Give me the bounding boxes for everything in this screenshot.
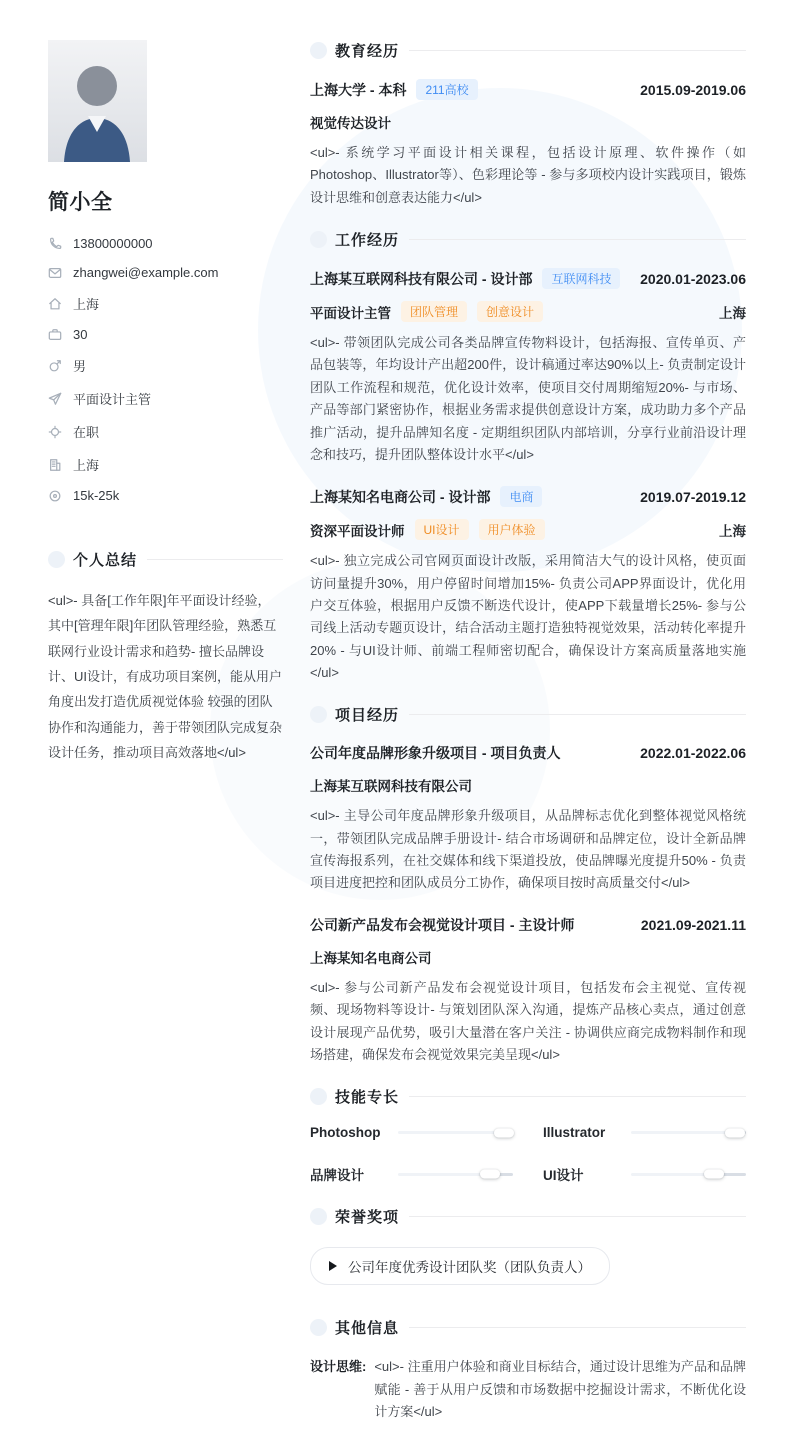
project-date: 2022.01-2022.06 xyxy=(640,745,746,762)
education-title: 教育经历 xyxy=(335,43,400,60)
work-section xyxy=(310,229,746,684)
skill-tag: 创意设计 xyxy=(477,301,543,322)
skill-tag: 用户体验 xyxy=(479,519,545,540)
contact-status-text: 在职 xyxy=(73,425,100,440)
section-divider-line xyxy=(409,1327,746,1328)
paper-plane-icon xyxy=(48,392,62,406)
education-description: <ul>- 系统学习平面设计相关课程，包括设计原理、软件操作（如Photoshop、Illustrator等）、色彩理论等 - 参与多项校内设计实践项目，锻炼设计思维和创意表达能力</ul> xyxy=(310,145,746,205)
work-date: 2019.07-2019.12 xyxy=(640,488,746,505)
honors-section xyxy=(310,1206,746,1309)
contact-list xyxy=(48,236,283,503)
contact-phone xyxy=(48,236,283,251)
slider-knob[interactable] xyxy=(725,1128,745,1137)
project-entry xyxy=(310,743,746,894)
contact-position xyxy=(48,389,283,408)
job-role: 资深平面设计师 xyxy=(310,523,405,539)
projects-section xyxy=(310,704,746,1066)
skill-level-slider[interactable] xyxy=(631,1173,746,1176)
section-dot-decoration xyxy=(48,551,65,568)
skills-title: 技能专长 xyxy=(335,1089,400,1107)
section-dot-decoration xyxy=(310,42,327,59)
skill-tag: 团队管理 xyxy=(401,301,467,322)
project-date: 2021.09-2021.11 xyxy=(640,916,746,933)
contact-company-city xyxy=(48,455,283,474)
major-name: 视觉传达设计 xyxy=(310,116,391,131)
project-name: 公司新产品发布会视觉设计项目 - 主设计师 xyxy=(310,916,575,933)
honors-header xyxy=(310,1206,746,1227)
work-entry xyxy=(310,486,746,684)
education-header xyxy=(310,40,746,61)
project-company: 上海某知名电商公司 xyxy=(310,950,432,966)
work-entry xyxy=(310,268,746,466)
skill-tag: UI设计 xyxy=(415,519,469,540)
award-text: 公司年度优秀设计团队奖（团队负责人） xyxy=(348,1260,591,1276)
summary-text: <ul>- 具备[工作年限]年平面设计经验，其中[管理年限]年团队管理经验，熟悉互联网行业设计需求和趋势- 擅长品牌设计、UI设计，有成功项目案例，能从用户角度出发打造优质视觉体验 较强的团队协作和沟通能力，善于带领团队完成复杂设计任务，推动项目高效落地</ul> xyxy=(48,593,283,761)
skill-item xyxy=(310,1125,513,1140)
other-info-title: 其他信息 xyxy=(335,1320,400,1338)
portrait-placeholder-image xyxy=(48,40,147,162)
phone-icon xyxy=(48,237,62,251)
email-icon xyxy=(48,266,62,280)
resume-main xyxy=(310,40,746,1431)
company-name: 上海某互联网科技有限公司 - 设计部 xyxy=(310,270,533,287)
briefcase-icon xyxy=(48,328,62,342)
target-icon xyxy=(48,489,62,503)
contact-company-city-text: 上海 xyxy=(73,458,100,473)
slider-knob[interactable] xyxy=(704,1170,724,1179)
project-description: <ul>- 主导公司年度品牌形象升级项目，从品牌标志优化到整体视觉风格统一，带领团队完成品牌手册设计- 结合市场调研和品牌定位，设计全新品牌宣传海报系列，在社交媒体和线下渠道投放，使品牌曝光度提升50% - 负责项目进度把控和团队成员分工协作，确保项目按时高质量交付</ul> xyxy=(310,808,746,891)
section-dot-decoration xyxy=(310,706,327,723)
contact-age xyxy=(48,327,283,342)
section-divider-line xyxy=(409,50,746,51)
contact-gender-text: 男 xyxy=(73,359,87,374)
contact-phone-text: 13800000000 xyxy=(73,236,153,251)
home-icon xyxy=(48,297,62,311)
projects-title: 项目经历 xyxy=(335,707,400,725)
contact-salary xyxy=(48,488,283,503)
skills-grid xyxy=(310,1125,746,1184)
skill-name: 品牌设计 xyxy=(310,1168,364,1184)
work-title: 工作经历 xyxy=(335,232,400,250)
section-dot-decoration xyxy=(310,1208,327,1225)
education-section xyxy=(310,40,746,209)
industry-badge: 互联网科技 xyxy=(542,268,620,289)
section-dot-decoration xyxy=(310,1088,327,1105)
skill-name: Photoshop xyxy=(310,1125,381,1141)
contact-home-city-text: 上海 xyxy=(73,297,100,312)
skills-section xyxy=(310,1086,746,1184)
project-entry xyxy=(310,915,746,1066)
play-triangle-icon xyxy=(329,1261,337,1271)
work-description: <ul>- 带领团队完成公司各类品牌宣传物料设计，包括海报、宣传单页、产品包装等，年均设计产出超200件，设计稿通过率达90%以上- 负责制定设计团队工作流程和规范，优化设计效率，使项目交付周期缩短20%- 与市场、产品等部门紧密协作，根据业务需求提供创意设计方案，成功助力多个产品推广活动，提升品牌知名度 - 定期组织团队内部培训，分享行业前沿设计理念和技巧，提升团队整体设计水平</ul> xyxy=(310,335,746,462)
section-divider-line xyxy=(409,1096,746,1097)
skill-item xyxy=(543,1125,746,1140)
work-location: 上海 xyxy=(719,305,746,321)
slider-knob[interactable] xyxy=(480,1170,500,1179)
project-description: <ul>- 参与公司新产品发布会视觉设计项目，包括发布会主视觉、宣传视频、现场物料等设计- 与策划团队深入沟通，提炼产品核心卖点，通过创意设计展现产品优势，吸引大量潜在客户关注 - 协调供应商完成物料制作和现场搭建，确保发布会视觉效果完美呈现</ul> xyxy=(310,979,746,1062)
status-icon xyxy=(48,425,62,439)
work-location: 上海 xyxy=(719,523,746,539)
education-entry xyxy=(310,79,746,209)
section-divider-line xyxy=(147,559,283,560)
work-header xyxy=(310,229,746,250)
section-divider-line xyxy=(409,714,746,715)
contact-email xyxy=(48,265,283,280)
other-info-section xyxy=(310,1317,746,1423)
contact-salary-text: 15k-25k xyxy=(73,488,120,503)
contact-position-text: 平面设计主管 xyxy=(73,392,152,407)
skill-name: Illustrator xyxy=(543,1125,606,1141)
profile-photo xyxy=(48,40,147,162)
skill-level-slider[interactable] xyxy=(398,1173,513,1176)
education-date: 2015.09-2019.06 xyxy=(640,81,746,98)
contact-age-text: 30 xyxy=(73,327,88,342)
contact-home-city xyxy=(48,294,283,313)
skill-item xyxy=(543,1164,746,1184)
contact-email-text: zhangwei@example.com xyxy=(73,265,219,280)
project-company: 上海某互联网科技有限公司 xyxy=(310,779,472,795)
slider-knob[interactable] xyxy=(494,1128,514,1137)
other-info-row xyxy=(310,1356,746,1423)
honors-title: 荣誉奖项 xyxy=(335,1209,400,1227)
summary-section xyxy=(48,549,283,765)
job-role: 平面设计主管 xyxy=(310,305,391,321)
project-name: 公司年度品牌形象升级项目 - 项目负责人 xyxy=(310,745,561,762)
summary-title: 个人总结 xyxy=(73,552,138,569)
school-badge: 211高校 xyxy=(416,79,477,100)
award-item[interactable] xyxy=(310,1247,610,1285)
section-divider-line xyxy=(409,239,746,240)
projects-header xyxy=(310,704,746,725)
skills-header xyxy=(310,1086,746,1107)
section-divider-line xyxy=(409,1216,746,1217)
skill-level-slider[interactable] xyxy=(631,1131,746,1134)
skill-level-slider[interactable] xyxy=(398,1131,513,1134)
skill-item xyxy=(310,1164,513,1184)
profile-sidebar xyxy=(48,40,283,765)
other-info-label: 设计思维: xyxy=(310,1359,367,1375)
skill-name: UI设计 xyxy=(543,1168,584,1184)
school-name: 上海大学 - 本科 xyxy=(310,81,407,98)
contact-status xyxy=(48,422,283,441)
section-dot-decoration xyxy=(310,231,327,248)
company-name: 上海某知名电商公司 - 设计部 xyxy=(310,488,491,505)
building-icon xyxy=(48,458,62,472)
other-info-text: <ul>- 注重用户体验和商业目标结合，通过设计思维为产品和品牌赋能 - 善于从用户反馈和市场数据中挖掘设计需求，不断优化设计方案</ul> xyxy=(374,1359,746,1419)
other-info-header xyxy=(310,1317,746,1338)
summary-header xyxy=(48,549,283,570)
section-dot-decoration xyxy=(310,1319,327,1336)
gender-icon xyxy=(48,359,62,373)
work-description: <ul>- 独立完成公司官网页面设计改版，采用简洁大气的设计风格，使页面访问量提升30%，用户停留时间增加15%- 负责公司APP界面设计，优化用户交互体验，根据用户反馈不断迭代设计，使APP下载量增长25%- 参与公司线上活动专题页设计，结合活动主题打造独特视觉效果，活动转化率提升20% - 与UI设计师、前端工程师密切配合，确保设计方案高质量落地实施</ul> xyxy=(310,553,746,681)
profile-name: 简小全 xyxy=(48,191,113,214)
industry-badge: 电商 xyxy=(500,486,542,507)
work-date: 2020.01-2023.06 xyxy=(640,270,746,287)
contact-gender xyxy=(48,356,283,375)
